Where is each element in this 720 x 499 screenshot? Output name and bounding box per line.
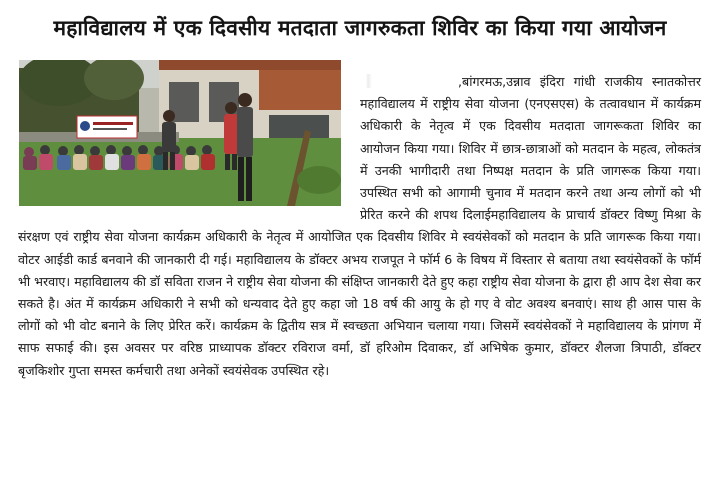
headline: महाविद्यालय में एक दिवसीय मतदाता जागरुकता शिविर का किया गया आयोजन	[53, 16, 667, 40]
article-body-text: ,बांगरमऊ,उन्नाव इंदिरा गांधी राजकीय स्नातकोत्तर महाविद्यालय में राष्ट्रीय सेवा योजना (एनएसएस) के तत्वावधान में कार्यक्रम अधिकारी के नेतृत्व में एक दिवसीय मतदाता जागरूकता शिविर का आयोजन किया गया। शिविर में छात्र-छात्राओं को मतदान के महत्व, लोकतंत्र में उनकी भागीदारी तथा निष्पक्ष मतदान के प्रति जागरूक किया गया। उपस्थित सभी को आगामी चुनाव में मतदान करने तथा अन्य लोगों को भी प्रेरित करने की शपथ दिलाईमहाविद्यालय के प्राचार्य डॉक्टर विष्णु मिश्रा के संरक्षण एवं राष्ट्रीय सेवा योजना कार्यक्रम अधिकारी के नेतृत्व में आयोजित एक दिवसीय शिविर मे स्वयंसेवकों को मतदान के प्रति जागरूक किया गया। वोटर आईडी कार्ड बनवाने की जानकारी दी गई। महाविद्यालय के डॉक्टर अभय राजपूत ने फॉर्म 6 के विषय में विस्तार से बताया तथा स्वयंसेवकों के फॉर्म भी भरवाए। महाविद्यालय की डॉ सविता राजन ने राष्ट्रीय सेवा योजना की संक्षिप्त जानकारी देते हुए कहा राष्ट्रीय सेवा योजना के द्वारा ही आप देश सेवा कर सकते है। अंत में कार्यक्रम अधिकारी ने सभी को धन्यवाद देते हुए कहा जो 18 वर्ष की आयु के हो गए वे वोट अवश्य बनवाएं। साथ ही आस पास के लोगों को भी वोट बनाने के लिए प्रेरित करें। कार्यक्रम के द्वितीय सत्र में स्वच्छता अभियान चलाया गया। जिसमें स्वयंसेवकों ने महाविद्यालय के प्रांगण में साफ सफाई की। इस अवसर पर वरिष्ठ प्राध्यापक डॉक्टर रविराज वर्मा, डॉ हरिओम दिवाकर, डॉ अभिषेक कुमार, डॉक्टर शैलजा त्रिपाठी, डॉक्टर बृजकिशोर गुप्ता समस्त कर्मचारी तथा अनेकों स्वयंसेवक उपस्थित रहे।	[18, 74, 701, 378]
photo-wrap-spacer	[18, 71, 360, 208]
article-body	[18, 71, 701, 382]
redacted-location	[360, 74, 458, 88]
